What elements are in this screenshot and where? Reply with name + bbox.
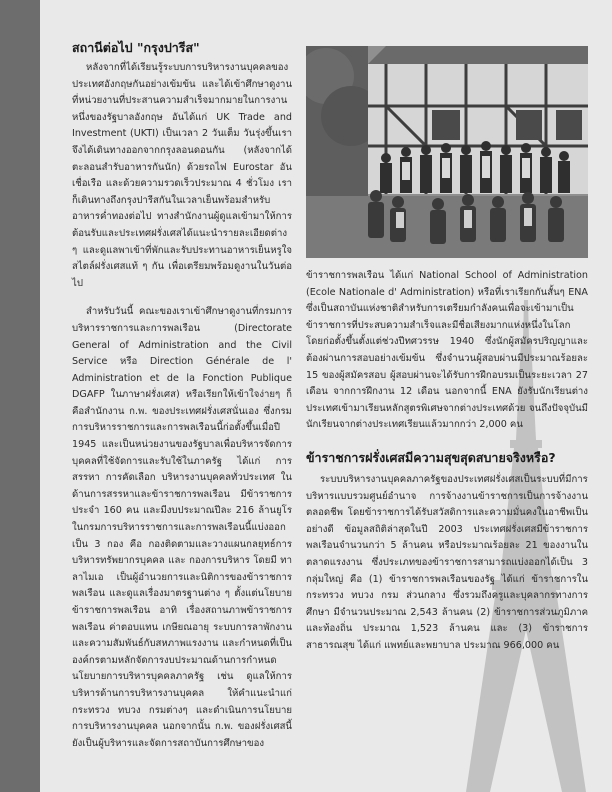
paragraph: สำหรับวันนี้ คณะของเราเข้าศึกษาดูงานที่กรมการบริหารราชการและการพลเรือน (Directorate General of Administration and the Civil Service หรือ Direction Générale de l' Administration et de la Fonction Publique DGAFP ในภาษาฝรั่งเศส) หรือเรียกให้เข้าใจง่ายๆ ก็คือสำนักงาน ก.พ. ของประเทศฝรั่งเศสนั่นเอง ซึ่งกรมการบริหารราชการและการพลเรือนนี้ก่อตั้งขึ้นเมื่อปี 1945 และเป็นหน่วยงานของรัฐบาลเพื่อบริหารจัดการบุคคลที่ใช้จัดการและรับใช้ในภาครัฐ ได้แก่ การสรรหา การคัดเลือก บริหารงานบุคคลทั่วประเทศ ในด้านการสรรหาและข้าราชการพลเรือน มีข้าราชการประจำ 160 คน และมีงบประมาณปีละ 216 ล้านยูโร ในกรมการบริหารราชการและการพลเรือนนี้แบ่งออกเป็น 3 กอง คือ กองติดตามและวางแผนกลยุทธ์การบริหารทรัพยากรบุคคล และ กองการบริหาร โดยมี ทาลาไมเอ เป็นผู้อำนวยการและนิติการของข้าราชการพลเรือน และดูแลเรื่องมาตรฐานต่าง ๆ ตั้งแต่นโยบายข้าราชการพลเรือน อาทิ เรื่องสถานภาพข้าราชการพลเรือน ค่าตอบแทน เกษียณอายุ ระบบการลาพักงาน และความสัมพันธ์กับสหภาพแรงงาน และกำหนดที่เป็นองค์กรตามหลักจัดการงบประมาณด้านการกำหนดนโยบายการบริหารบุคคลภาครัฐ เช่น ดูแลให้การบริหารด้านการบริหารงานบุคคล ให้คำแนะนำแก่กระทรวง ทบวง กรมต่างๆ และดำเนินการนโยบายการบริหารงานบุคคล นอกจากนั้น ก.พ. ของฝรั่งเศสนี้ยังเป็นผู้บริหารและจัดการสถาบันการศึกษาของ: [72, 306, 292, 749]
paragraph: ระบบบริหารงานบุคคลภาครัฐของประเทศฝรั่งเศสเป็นระบบที่มีการบริหารแบบรวมศูนย์อำนาจ การจ้างงานข้าราชการเป็นการจ้างงานตลอดชีพ โดยข้าราชการได้รับสวัสดิการและความมั่นคงในอาชีพเป็นอย่างดี ข้อมูลสถิติล่าสุดในปี 2003 ประเทศฝรั่งเศสมีข้าราชการพลเรือนจำนวนกว่า 5 ล้านคน หรือประมาณร้อยละ 21 ของงานในตลาดแรงงาน ซึ่งประเภทของข้าราชการสามารถแบ่งออกได้เป็น 3 กลุ่มใหญ่ คือ (1) ข้าราชการพลเรือนของรัฐ ได้แก่ ข้าราชการในกระทรวง ทบวง กรม ส่วนกลาง ซึ่งรวมถึงครูและบุคลากรทางการศึกษา มีจำนวนประมาณ 2,543 ล้านคน (2) ข้าราชการส่วนภูมิภาคและท้องถิ่น ประมาณ 1,523 ล้านคน และ (3) ข้าราชการสาธารณสุข ได้แก่ แพทย์และพยาบาล ประมาณ 966,000 คน: [306, 473, 588, 651]
paragraph: ข้าราชการพลเรือน ได้แก่ National School of Administration (Ecole Nationale d' Administration) หรือที่เราเรียกกันสั้นๆ ENA ซึ่งเป็นสถาบันแห่งชาติสำหรับการเตรียมกำลังคนเพื่อจะเข้ามาเป็นข้าราชการที่ประสบความสำเร็จและมีชื่อเสียงมากแห่งหนึ่งในโลก โดยก่อตั้งขึ้นตั้งแต่ช่วงปีทศวรรษ 1940 ซึ่งนักผู้สมัครปริญญาและต้องผ่านการสอบอย่างเข้มข้น ซึ่งจำนวนผู้สอบผ่านมีประมาณร้อยละ 15 ของผู้สมัครสอบ ผู้สอบผ่านจะได้รับการฝึกอบรมเป็นระยะเวลา 27 เดือน จากการฝึกงาน 12 เดือน นอกจากนี้ ENA ยังรับนักเรียนต่างประเทศเข้ามาเรียนหลักสูตรพิเศษจากต่างประเทศด้วย จนถึงปัจจุบันมีนักเรียนจากต่างประเทศเรียนแล้วมากกว่า 2,000 คน: [306, 270, 588, 431]
section-heading: ข้าราชการฝรั่งเศสมีความสุขสุดสบายจริงหรือ?: [306, 449, 556, 465]
section-heading: สถานีต่อไป "กรุงปารีส": [72, 40, 200, 55]
paragraph: หลังจากที่ได้เรียนรู้ระบบการบริหารงานบุคคลของประเทศอังกฤษกันอย่างเข้มข้น และได้เข้าศึกษาดูงานที่หน่วยงานที่ประสานความสำเร็จมากมายในการงานหนึ่งของรัฐบาลอังกฤษ อันได้แก่ UK Trade and Investment (UKTI) เป็นเวลา 2 วันเต็ม วันรุ่งขึ้นเราจึงได้เดินทางออกจากกรุงลอนดอนกัน (หลังจากได้ตะลอนสำรับอาหารกันนัก) ด้วยรถไฟ Eurostar อันเชื่อเรือ และด้วยความรวดเร็วประมาณ 4 ชั่วโมง เราก็เดินทางถึงกรุงปารีสกันในเวลาเย็นพร้อมสำหรับอาหารค่ำทองต่อไป ทางสำนักงานผู้ดูแลเข้ามาให้การต้อนรับและประเทศฝรั่งเศสได้แนะนำรายละเอียดต่าง ๆ และดูแลพาเข้าที่พักและรับประทานอาหารเย็นหรูใจสไตล์ฝรั่งเศสแท้ ๆ กัน เพื่อเตรียมพร้อมดูงานในวันต่อไป: [72, 62, 292, 289]
left-column: [72, 40, 292, 764]
right-column: [306, 268, 588, 666]
group-photo: [306, 46, 588, 258]
